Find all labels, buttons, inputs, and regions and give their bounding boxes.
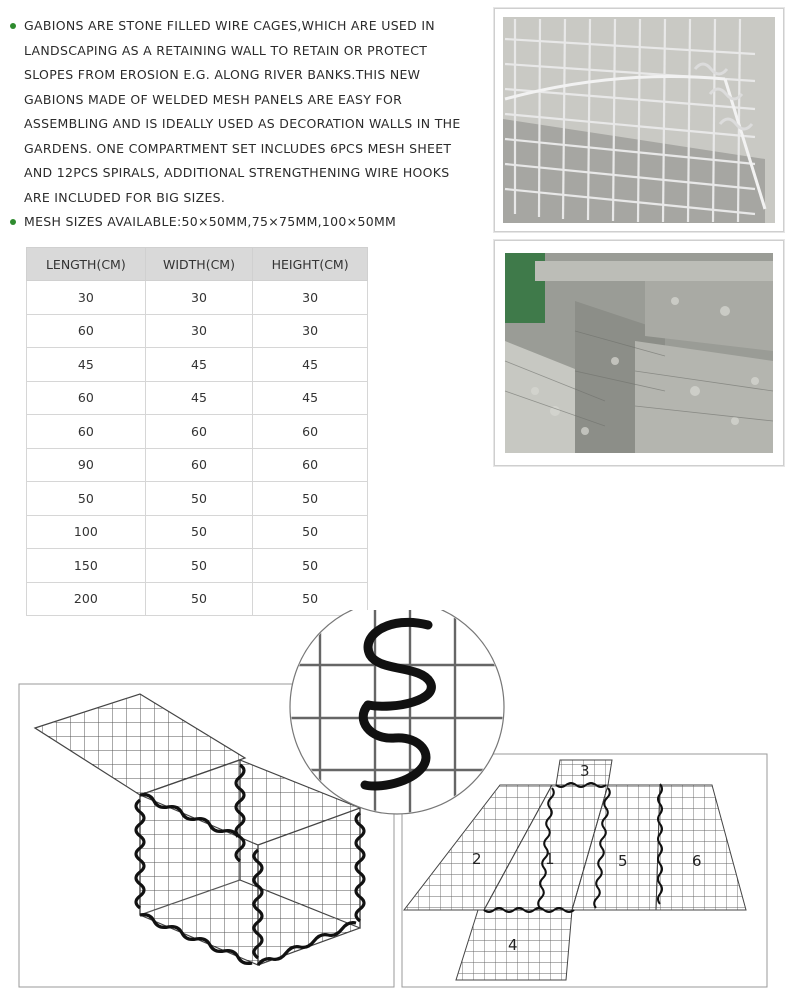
panel-label-6: 6 [692,852,702,870]
panel-label-2: 2 [472,850,482,868]
table-row [27,348,368,382]
cell-width: 30 [145,281,253,315]
gabion-wall-photo [494,240,784,466]
table-row [27,482,368,516]
cell-width: 45 [145,348,253,382]
table-row [27,515,368,549]
cell-height: 30 [253,281,368,315]
cell-width: 30 [145,314,253,348]
mesh-sizes-text: MESH SIZES AVAILABLE:50×50MM,75×75MM,100×50MM [24,214,397,229]
cell-length: 30 [27,281,146,315]
table-header-row [27,248,368,281]
panel-label-5: 5 [618,852,628,870]
table-row [27,281,368,315]
mesh-sizes-bullet [8,210,463,235]
bullet-dot-icon [10,219,16,225]
cell-width: 50 [145,482,253,516]
cell-length: 200 [27,582,146,616]
cell-length: 90 [27,448,146,482]
size-table [26,247,368,616]
cell-height: 45 [253,348,368,382]
cell-height: 50 [253,582,368,616]
description-text: GABIONS ARE STONE FILLED WIRE CAGES,WHICH ARE USED IN LANDSCAPING AS A RETAINING WALL TO RETAIN OR PROTECT SLOPES FROM EROSION E.G. ALONG RIVER BANKS.THIS NEW GABIONS MADE OF WELDED MESH PANELS ARE EASY FOR ASSEMBLING AND IS IDEALLY USED AS DECORATION WALLS IN THE GARDENS. ONE COMPARTMENT SET INCLUDES 6PCS MESH SHEET AND 12PCS SPIRALS, ADDITIONAL STRENGTHENING WIRE HOOKS ARE INCLUDED FOR BIG SIZES. [24,18,461,205]
cell-width: 50 [145,582,253,616]
cell-length: 60 [27,415,146,449]
cell-length: 60 [27,314,146,348]
cell-length: 150 [27,549,146,583]
cell-width: 45 [145,381,253,415]
cell-height: 45 [253,381,368,415]
gabion-cage-photo [494,8,784,232]
cell-width: 50 [145,549,253,583]
description-list [8,14,463,235]
header-width: WIDTH(CM) [145,248,253,281]
cell-length: 100 [27,515,146,549]
cell-width: 60 [145,415,253,449]
table-row [27,549,368,583]
header-length: LENGTH(CM) [27,248,146,281]
cell-width: 50 [145,515,253,549]
cell-length: 45 [27,348,146,382]
table-row [27,415,368,449]
cell-height: 50 [253,482,368,516]
cell-height: 60 [253,448,368,482]
cell-length: 60 [27,381,146,415]
bullet-dot-icon [10,23,16,29]
panel-label-3: 3 [580,762,590,780]
cell-length: 50 [27,482,146,516]
cell-height: 30 [253,314,368,348]
header-height: HEIGHT(CM) [253,248,368,281]
cell-height: 50 [253,515,368,549]
cell-width: 60 [145,448,253,482]
assembly-illustration [0,610,800,999]
table-row [27,314,368,348]
description-bullet [8,14,463,210]
table-row [27,448,368,482]
cell-height: 50 [253,549,368,583]
cell-height: 60 [253,415,368,449]
table-row [27,381,368,415]
panel-label-1: 1 [545,850,555,868]
panel-label-4: 4 [508,936,518,954]
